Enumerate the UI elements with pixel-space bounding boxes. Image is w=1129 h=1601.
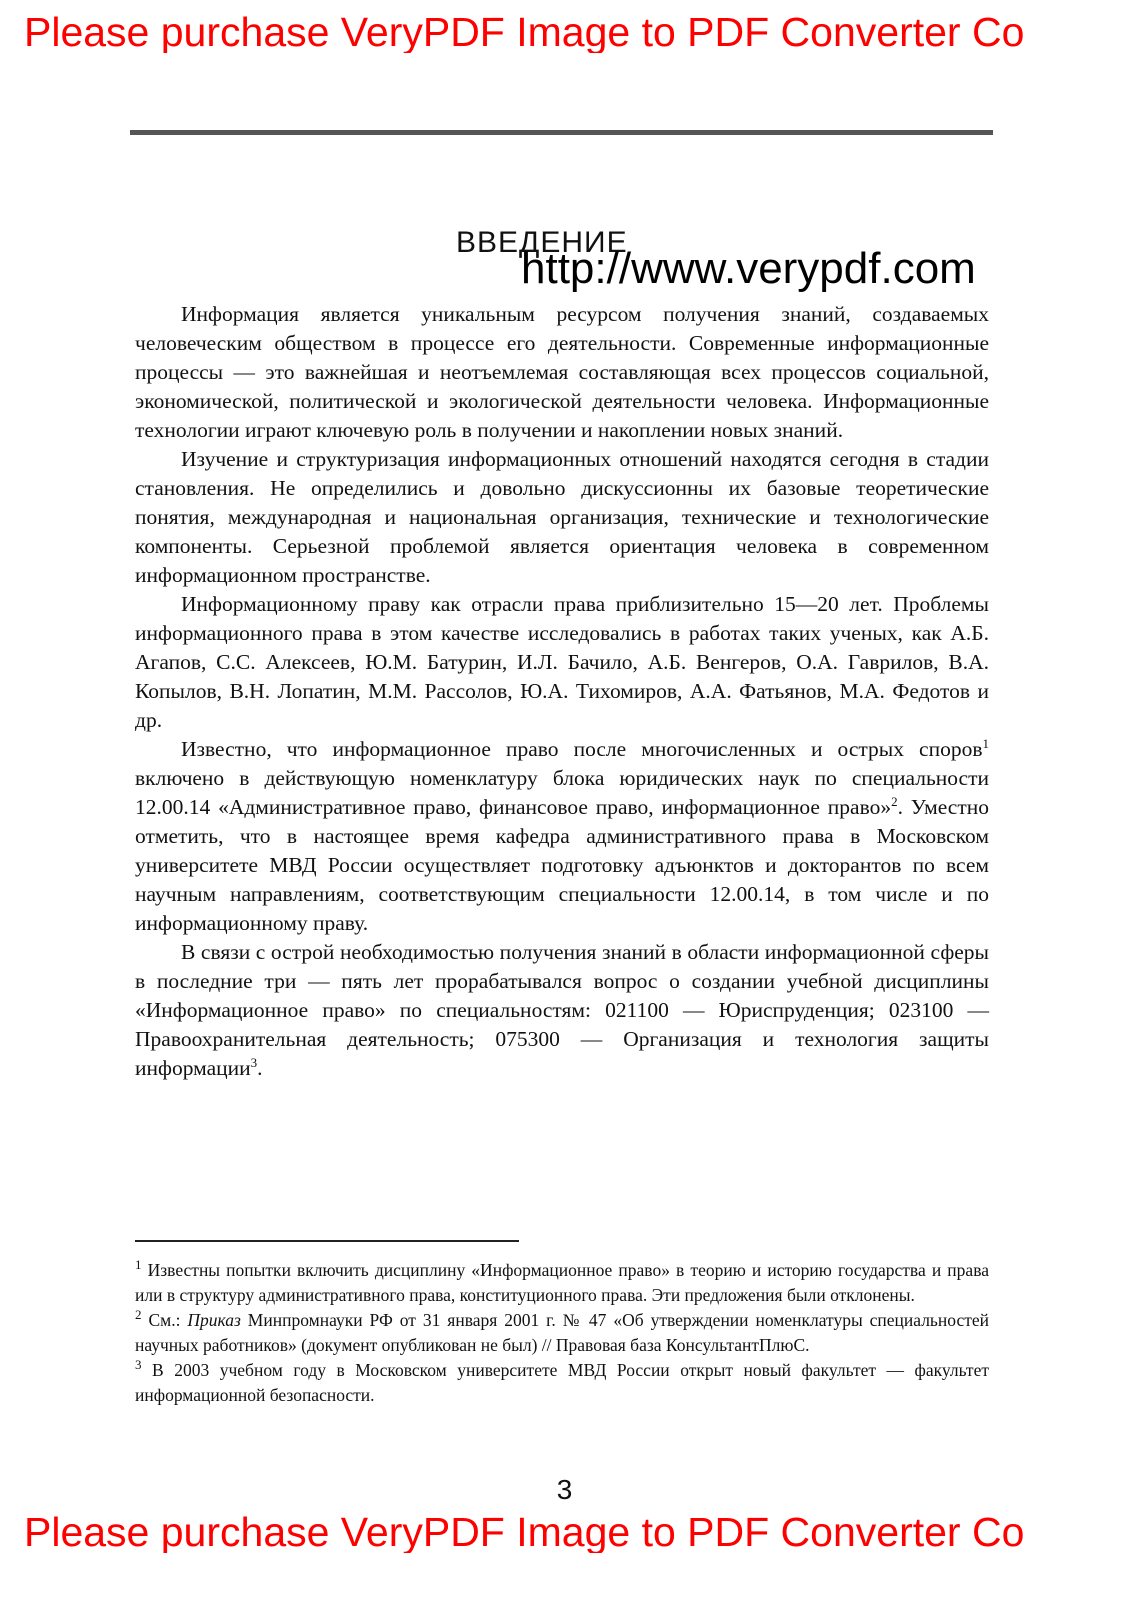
footnote-rule xyxy=(135,1240,519,1242)
footnote-text: Известны попытки включить дисциплину «Информационное право» в теорию и историю государства и права или в структуру административного права, конституционного права. Эти предложения были отклонены. xyxy=(135,1260,989,1305)
footnote-text: В 2003 учебном году в Московском университете МВД России открыт новый факультет — факультет информационной безопасности. xyxy=(135,1360,989,1405)
paragraph-text: В связи с острой необходимостью получения знаний в области информационной сферы в последние три — пять лет прорабатывался вопрос о создании учебной дисциплины «Информационное право» по специальностям: 021100 — Юриспруденция; 023100 — Правоохранительная деятельность; 075300 — Организация и технология защиты информации xyxy=(135,940,989,1080)
footnotes xyxy=(135,1258,989,1408)
body-text xyxy=(135,300,989,1083)
footnote xyxy=(135,1258,989,1308)
watermark-top: Please purchase VeryPDF Image to PDF Converter Co xyxy=(24,12,1025,53)
footnote-number: 1 xyxy=(135,1257,142,1273)
footnote-ref[interactable]: 3 xyxy=(250,1054,258,1070)
footnote xyxy=(135,1358,989,1408)
paragraph: Информация является уникальным ресурсом получения знаний, создаваемых человеческим обществом в процессе его деятельности. Современные информационные процессы — это важнейшая и неотъемлемая составляющая всех процессов социальной, экономической, политической и экологической деятельности человека. Информационные технологии играют ключевую роль в получении и накоплении новых знаний. xyxy=(135,302,989,442)
top-rule xyxy=(130,130,993,135)
footnote-ref[interactable]: 1 xyxy=(982,735,989,751)
footnote-text: Минпромнауки РФ от 31 января 2001 г. № 47 «Об утверждении номенклатуры специальностей научных работников» (документ опубликован не был) // Правовая база КонсультантПлюС. xyxy=(135,1310,990,1355)
footnote-ref[interactable]: 2 xyxy=(891,793,898,809)
footnote-number: 3 xyxy=(135,1357,142,1373)
watermark-bottom: Please purchase VeryPDF Image to PDF Converter Co xyxy=(24,1512,1025,1553)
paragraph xyxy=(135,938,989,1083)
paragraph xyxy=(135,735,989,938)
paragraph: Изучение и структуризация информационных отношений находятся сегодня в стадии становления. Не определились и довольно дискуссионны их базовые теоретические понятия, международная и национальная организация, технические и технологические компоненты. Серьезной проблемой является ориентация человека в современном информационном пространстве. xyxy=(135,447,989,587)
paragraph-text: . Уместно отметить, что в настоящее время кафедра административного права в Московском университете МВД России осуществляет подготовку адъюнктов и докторантов по всем научным направлениям, соответствующим специальности 12.00.14, в том числе и по информационному праву. xyxy=(135,795,989,935)
url-stamp: http://www.verypdf.com xyxy=(521,244,976,293)
paragraph: Информационному праву как отрасли права приблизительно 15—20 лет. Проблемы информационного права в этом качестве исследовались в работах таких ученых, как А.Б. Агапов, С.С. Алексеев, Ю.М. Батурин, И.Л. Бачило, А.Б. Венгеров, О.А. Гаврилов, В.А. Копылов, В.Н. Лопатин, М.М. Рассолов, Ю.А. Тихомиров, А.А. Фатьянов, М.А. Федотов и др. xyxy=(135,592,989,732)
footnote-number: 2 xyxy=(135,1307,142,1323)
footnote xyxy=(135,1308,989,1358)
footnote-emphasis: Приказ xyxy=(187,1310,241,1330)
paragraph-text: включено в действующую номенклатуру блока юридических наук по специальности 12.00.14 «Административное право, финансовое право, информационное право» xyxy=(135,766,989,819)
paragraph-text: . xyxy=(257,1056,263,1080)
footnote-text: См.: xyxy=(141,1310,188,1330)
page-title: ВВЕДЕНИЕ xyxy=(456,226,628,259)
paragraph-text: Известно, что информационное право после многочисленных и острых споров xyxy=(181,737,983,761)
page-number: 3 xyxy=(556,1474,573,1505)
